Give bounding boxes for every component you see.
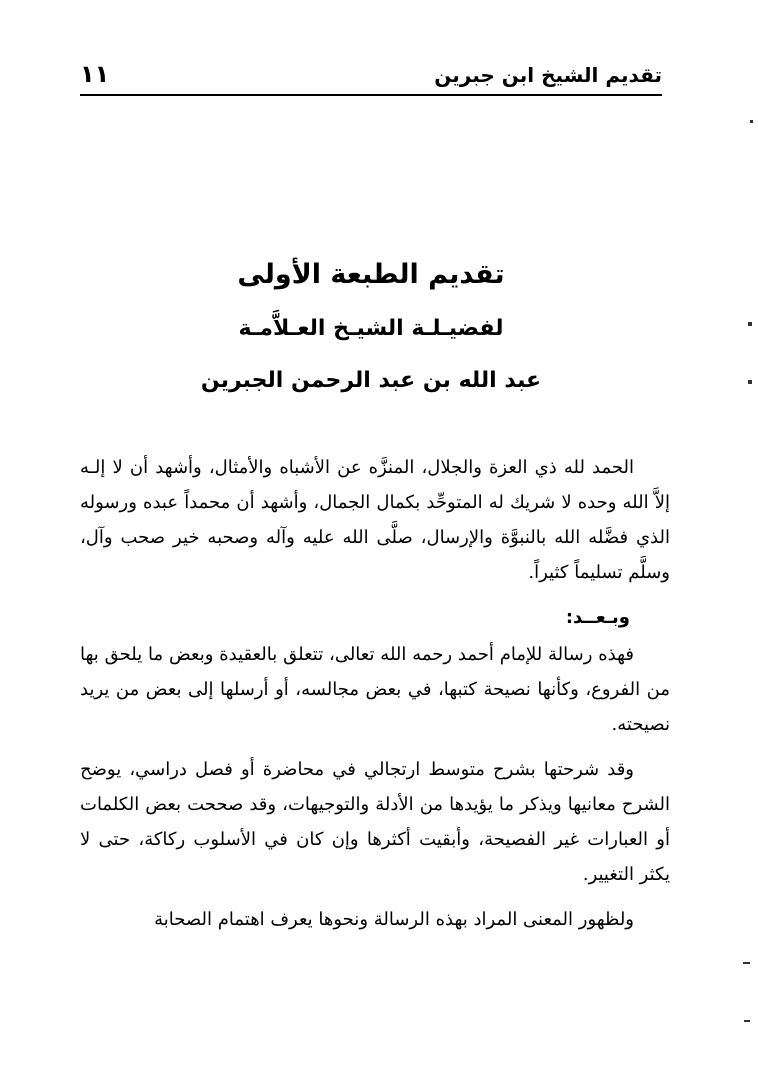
scan-margin-mark <box>743 962 750 964</box>
scan-margin-mark <box>748 380 752 384</box>
section-title: تقديم الطبعة الأولى <box>237 259 505 290</box>
section-subtitle: لفضيـلـة الشيـخ العـلاَّمـة <box>238 316 504 341</box>
running-header <box>80 60 662 96</box>
header-title: تقديم الشيخ ابن جبرين <box>434 63 662 87</box>
author-name: عبد الله بن عبد الرحمن الجبرين <box>200 368 542 393</box>
page-number: ١١ <box>80 60 110 88</box>
scan-margin-mark <box>744 1020 750 1022</box>
scan-margin-mark <box>750 120 753 123</box>
paragraph-continuation: ولظهور المعنى المراد بهذه الرسالة ونحوها يعرف اهتمام الصحابة <box>154 909 634 930</box>
header-divider <box>80 94 662 96</box>
paragraph-explanation: وقد شرحتها بشرح متوسط ارتجالي في محاضرة أو فصل دراسي، يوضح الشرح معانيها ويذكر ما يؤيدها من الأدلة والتوجيهات، وقد صححت بعض الكلمات أو العبارات غير الفصيحة، وأبقيت أكثرها وإن كان في الأسلوب ركاكة، حتى لا يكثر التغيير. <box>80 759 670 885</box>
body-text <box>80 450 670 947</box>
scan-margin-mark <box>748 322 752 326</box>
paragraph-opening: الحمد لله ذي العزة والجلال، المنزَّه عن الأشباه والأمثال، وأشهد أن لا إلـه إلاَّ الله وحده لا شريك له المتوحِّد بكمال الجمال، وأشهد أن محمداً عبده ورسوله الذي فضَّله الله بالنبوَّة والإرسال، صلَّى الله عليه وآله وصحبه خير صحب وآل، وسلَّم تسليماً كثيراً. <box>80 457 670 583</box>
paragraph-intro: فهذه رسالة للإمام أحمد رحمه الله تعالى، تتعلق بالعقيدة وبعض ما يلحق بها من الفروع، وكأنها نصيحة كتبها، في بعض مجالسه، أو أرسلها إلى بعض من يريد نصيحته. <box>80 644 670 735</box>
paragraph-subheading: وبـعــد: <box>565 607 630 628</box>
